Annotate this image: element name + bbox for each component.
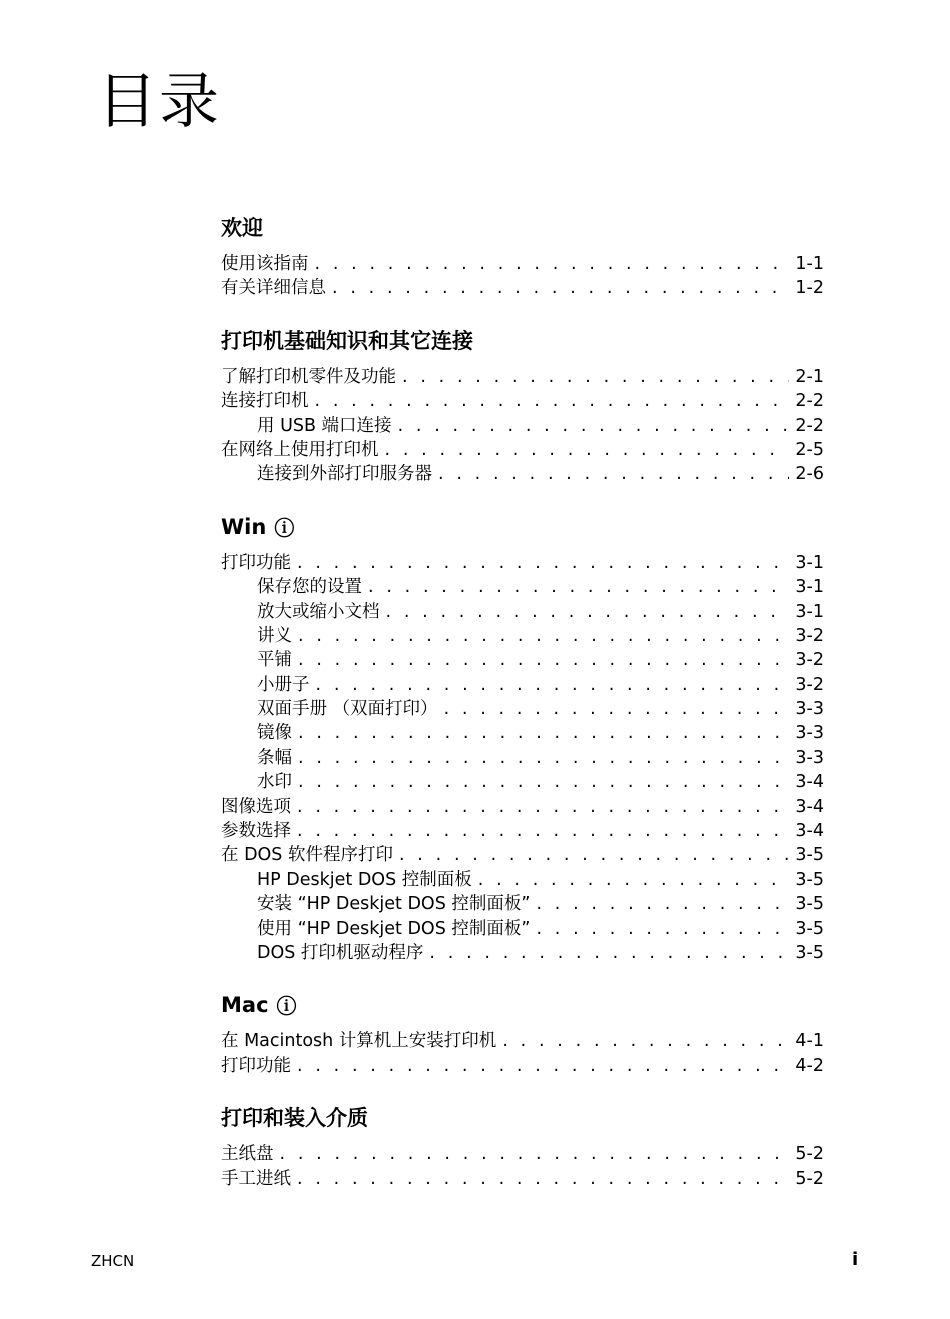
toc-section: [221, 509, 824, 966]
toc-entry-page: 3-3: [795, 723, 824, 744]
toc-entry-page: 3-2: [795, 650, 824, 671]
toc-entry-label: 手工进纸: [221, 1168, 291, 1189]
dot-leader: [478, 868, 790, 892]
toc-entry[interactable]: [221, 575, 824, 599]
toc-entry-label: 镜像: [257, 723, 292, 744]
toc-entry-page: 2-2: [795, 415, 824, 436]
toc-entry-list: [221, 365, 824, 487]
toc-entry-label: 安装 “HP Deskjet DOS 控制面板”: [257, 894, 531, 915]
dot-leader: [297, 551, 789, 575]
toc-entry-page: 5-2: [795, 1144, 824, 1165]
section-heading: [221, 1100, 824, 1136]
dot-leader: [536, 892, 789, 916]
dot-leader: [297, 819, 789, 843]
toc-entry[interactable]: [221, 389, 824, 413]
dot-leader: [280, 1142, 790, 1166]
toc-entry-page: 2-6: [795, 464, 824, 485]
dot-leader: [298, 648, 789, 672]
toc-entry-label: 在网络上使用打印机: [221, 439, 379, 460]
toc-entry[interactable]: [221, 1167, 824, 1191]
toc-section: [221, 210, 824, 301]
toc-entry-label: 连接打印机: [221, 391, 309, 412]
toc-entry-label: 小册子: [257, 674, 310, 695]
toc-entry[interactable]: [221, 276, 824, 300]
toc-entry-label: 用 USB 端口连接: [257, 415, 392, 436]
toc-entry-label: 在 Macintosh 计算机上安装打印机: [221, 1031, 497, 1052]
toc-entry-page: 3-2: [795, 625, 824, 646]
toc-entry-page: 3-1: [795, 552, 824, 573]
toc-entry[interactable]: [221, 868, 824, 892]
table-of-contents: [221, 210, 824, 1213]
toc-entry-label: DOS 打印机驱动程序: [257, 942, 424, 963]
toc-entry[interactable]: [221, 697, 824, 721]
dot-leader: [298, 770, 789, 794]
toc-entry-label: 图像选项: [221, 796, 291, 817]
dot-leader: [332, 276, 789, 300]
dot-leader: [536, 917, 789, 941]
dot-leader: [502, 1029, 789, 1053]
page-title: 目录: [97, 67, 221, 137]
dot-leader: [385, 438, 790, 462]
toc-entry[interactable]: [221, 819, 824, 843]
toc-entry[interactable]: [221, 1142, 824, 1166]
dot-leader: [398, 414, 790, 438]
dot-leader: [298, 624, 789, 648]
toc-entry-list: [221, 1142, 824, 1191]
toc-entry-label: 平铺: [257, 650, 292, 671]
section-heading: [221, 323, 824, 359]
toc-entry[interactable]: [221, 624, 824, 648]
toc-entry[interactable]: [221, 770, 824, 794]
toc-entry-page: 3-1: [795, 577, 824, 598]
toc-entry-label: 使用 “HP Deskjet DOS 控制面板”: [257, 918, 531, 939]
section-heading-text: 打印机基础知识和其它连接: [221, 328, 473, 353]
footer-page-number: i: [852, 1249, 859, 1270]
dot-leader: [399, 843, 789, 867]
toc-entry-label: 条幅: [257, 747, 292, 768]
toc-entry-list: [221, 551, 824, 966]
toc-section: [221, 1100, 824, 1191]
toc-entry[interactable]: [221, 892, 824, 916]
section-heading-text: Win: [221, 514, 267, 539]
dot-leader: [315, 252, 790, 276]
toc-entry-label: 打印功能: [221, 1055, 291, 1076]
dot-leader: [402, 365, 789, 389]
footer-language-code: ZHCN: [91, 1252, 135, 1270]
toc-entry-page: 2-2: [795, 391, 824, 412]
toc-entry-page: 1-2: [795, 278, 824, 299]
toc-section: [221, 987, 824, 1078]
section-heading: [221, 987, 824, 1023]
toc-entry[interactable]: [221, 365, 824, 389]
toc-entry-page: 3-4: [795, 821, 824, 842]
toc-entry[interactable]: [221, 1054, 824, 1078]
section-heading-text: 打印和装入介质: [221, 1106, 368, 1131]
toc-entry[interactable]: [221, 551, 824, 575]
toc-entry[interactable]: [221, 843, 824, 867]
toc-entry-label: 了解打印机零件及功能: [221, 366, 396, 387]
dot-leader: [297, 795, 789, 819]
toc-entry-page: 5-2: [795, 1168, 824, 1189]
toc-entry-page: 3-5: [795, 869, 824, 890]
info-icon: ⓘ: [276, 994, 297, 1019]
toc-entry-label: 双面手册 （双面打印）: [257, 699, 438, 720]
toc-entry-page: 3-3: [795, 747, 824, 768]
toc-entry-label: 保存您的设置: [257, 577, 362, 598]
toc-entry[interactable]: [221, 648, 824, 672]
toc-entry[interactable]: [221, 252, 824, 276]
toc-entry-list: [221, 1029, 824, 1078]
toc-entry-page: 3-4: [795, 772, 824, 793]
dot-leader: [316, 673, 790, 697]
dot-leader: [368, 575, 789, 599]
toc-entry[interactable]: [221, 462, 824, 486]
section-heading-text: Mac: [221, 993, 269, 1018]
toc-entry[interactable]: [221, 414, 824, 438]
dot-leader: [438, 462, 789, 486]
toc-entry-page: 3-5: [795, 942, 824, 963]
toc-entry-page: 3-5: [795, 845, 824, 866]
toc-entry-label: 放大或缩小文档: [257, 601, 380, 622]
toc-entry-page: 4-2: [795, 1055, 824, 1076]
toc-entry-label: 连接到外部打印服务器: [257, 464, 432, 485]
section-heading: [221, 509, 824, 545]
toc-entry-label: 打印功能: [221, 552, 291, 573]
toc-entry[interactable]: [221, 941, 824, 965]
toc-entry-page: 2-1: [795, 366, 824, 387]
info-icon: ⓘ: [274, 515, 295, 540]
toc-entry-page: 3-5: [795, 894, 824, 915]
toc-entry-page: 3-1: [795, 601, 824, 622]
dot-leader: [429, 941, 789, 965]
toc-entry-page: 3-4: [795, 796, 824, 817]
toc-entry-label: 在 DOS 软件程序打印: [221, 845, 393, 866]
toc-entry[interactable]: [221, 1029, 824, 1053]
toc-entry[interactable]: [221, 795, 824, 819]
toc-entry[interactable]: [221, 746, 824, 770]
toc-entry-label: 主纸盘: [221, 1144, 274, 1165]
toc-entry-list: [221, 252, 824, 301]
toc-entry-label: 讲义: [257, 625, 292, 646]
toc-entry-page: 2-5: [795, 439, 824, 460]
toc-entry[interactable]: [221, 438, 824, 462]
dot-leader: [297, 1167, 789, 1191]
toc-entry-page: 3-3: [795, 699, 824, 720]
dot-leader: [298, 721, 789, 745]
toc-entry-page: 3-2: [795, 674, 824, 695]
toc-entry-label: 使用该指南: [221, 254, 309, 274]
toc-entry[interactable]: [221, 917, 824, 941]
dot-leader: [315, 389, 790, 413]
toc-entry-page: 4-1: [795, 1031, 824, 1052]
dot-leader: [444, 697, 790, 721]
section-heading: [221, 210, 824, 246]
dot-leader: [386, 600, 790, 624]
toc-entry-page: 1-1: [795, 254, 824, 274]
section-heading-text: 欢迎: [221, 216, 263, 240]
dot-leader: [297, 1054, 789, 1078]
toc-entry[interactable]: [221, 721, 824, 745]
toc-entry-label: 水印: [257, 772, 292, 793]
toc-entry-label: 参数选择: [221, 821, 291, 842]
toc-entry-page: 3-5: [795, 918, 824, 939]
toc-entry[interactable]: [221, 600, 824, 624]
toc-section: [221, 323, 824, 487]
dot-leader: [298, 746, 789, 770]
toc-entry-label: 有关详细信息: [221, 278, 326, 299]
toc-entry[interactable]: [221, 673, 824, 697]
toc-entry-label: HP Deskjet DOS 控制面板: [257, 869, 472, 890]
